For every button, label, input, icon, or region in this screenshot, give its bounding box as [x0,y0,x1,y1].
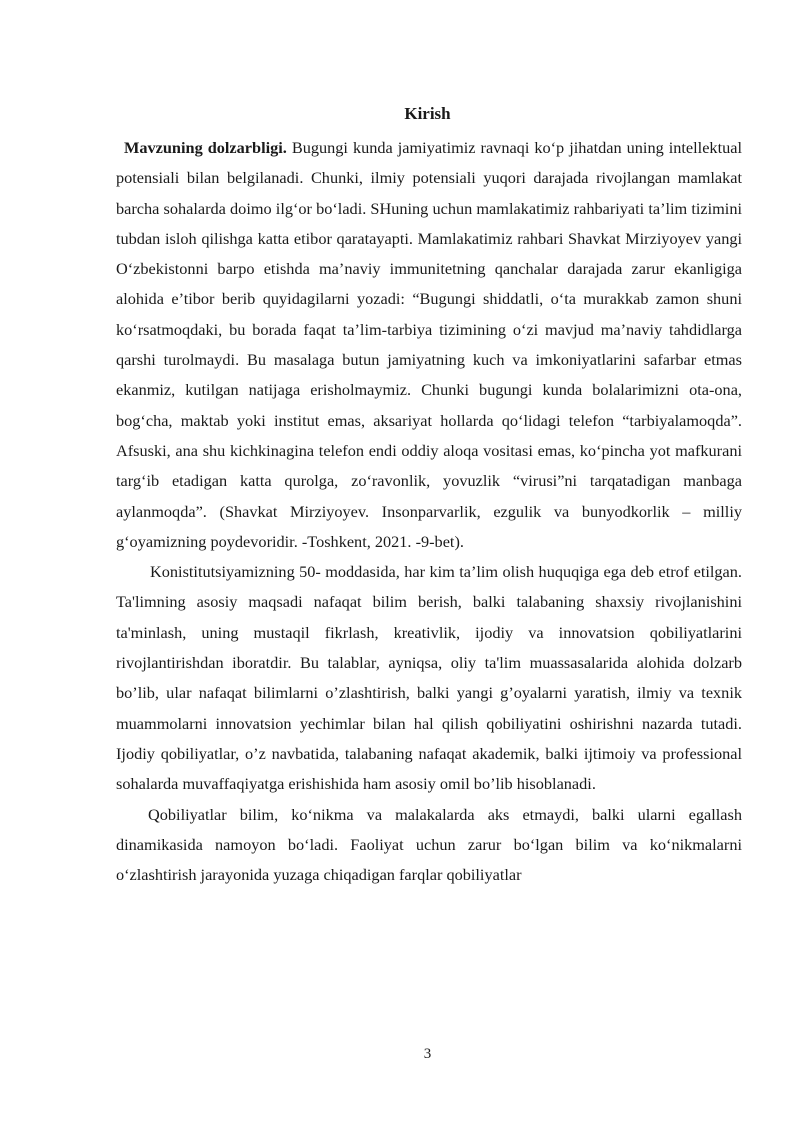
paragraph-relevance [116,133,742,557]
paragraph-lead-heading: Mavzuning dolzarbligi. [124,138,287,157]
page-number: 3 [423,1046,432,1062]
section-title: Kirish [404,104,451,123]
paragraph-relevance-text: Bugungi kunda jamiyatimiz ravnaqi ko‘p jihatdan uning intellektual potensiali bilan belgilanadi. Chunki, ilmiy potensiali yuqori darajada rivojlangan mamlakat barcha sohalarda doimo ilg‘or bo‘ladi. SHuning uchun mamlakatimiz rahbariyati ta’lim tizimini tubdan isloh qilishga katta etibor qaratayapti. Mamlakatimiz rahbari Shavkat Mirziyoyev yangi O‘zbekistonni barpo etishda ma’naviy immunitetning qanchalar darajada zarur ekanligiga alohida e’tibor berib quyidagilarni yozadi: “Bugungi shiddatli, o‘ta murakkab zamon shuni ko‘rsatmoqdaki, bu borada faqat ta’lim-tarbiya tizimining o‘zi mavjud ma’naviy tahdidlarga qarshi turolmaydi. Bu masalaga butun jamiyatning kuch va imkoniyatlarini safarbar etmas ekanmiz, kutilgan natijaga erisholmaymiz. Chunki bugungi kunda bolalarimizni ota-ona, bog‘cha, maktab yoki institut emas, aksariyat hollarda qo‘lidagi telefon “tarbiyalamoqda”. Afsuski, ana shu kichkinagina telefon endi oddiy aloqa vositasi emas, ko‘pincha yot mafkurani targ‘ib etadigan katta qurolga, zo‘ravonlik, yovuzlik “virusi”ni tarqatadigan manbaga aylanmoqda”. (Shavkat Mirziyoyev. Insonparvarlik, ezgulik va bunyodkorlik – milliy g‘oyamizning poydevoridir. -Toshkent, 2021. -9-bet). [116,138,742,551]
paragraph-constitution: Konistitutsiyamizning 50- moddasida, har kim ta’lim olish huquqiga ega deb etrof etilgan. Ta'limning asosiy maqsadi nafaqat bilim berish, balki talabaning shaxsiy rivojlanishini ta'minlash, uning mustaqil fikrlash, kreativlik, ijodiy va innovatsion qobiliyatlarini rivojlantirishdan iboratdir. Bu talablar, ayniqsa, oliy ta'lim muassasalarida alohida dolzarb bo’lib, ular nafaqat bilimlarni o’zlashtirish, balki yangi g’oyalarni yaratish, ilmiy va texnik muammolarni innovatsion yechimlar bilan hal qilish qobiliyatini oshirishni nazarda tutadi. Ijodiy qobiliyatlar, o’z navbatida, talabaning nafaqat akademik, balki ijtimoiy va professional sohalarda muvaffaqiyatga erishishida ham asosiy omil bo’lib hisoblanadi. [116,562,742,794]
document-body [116,133,742,890]
paragraph-abilities: Qobiliyatlar bilim, ko‘nikma va malakalarda aks etmaydi, balki ularni egallash dinamikasida namoyon bo‘ladi. Faoliyat uchun zarur bo‘lgan bilim va ko‘nikmalarni o‘zlashtirish jarayonida yuzaga chiqadigan farqlar qobiliyatlar [116,804,742,885]
